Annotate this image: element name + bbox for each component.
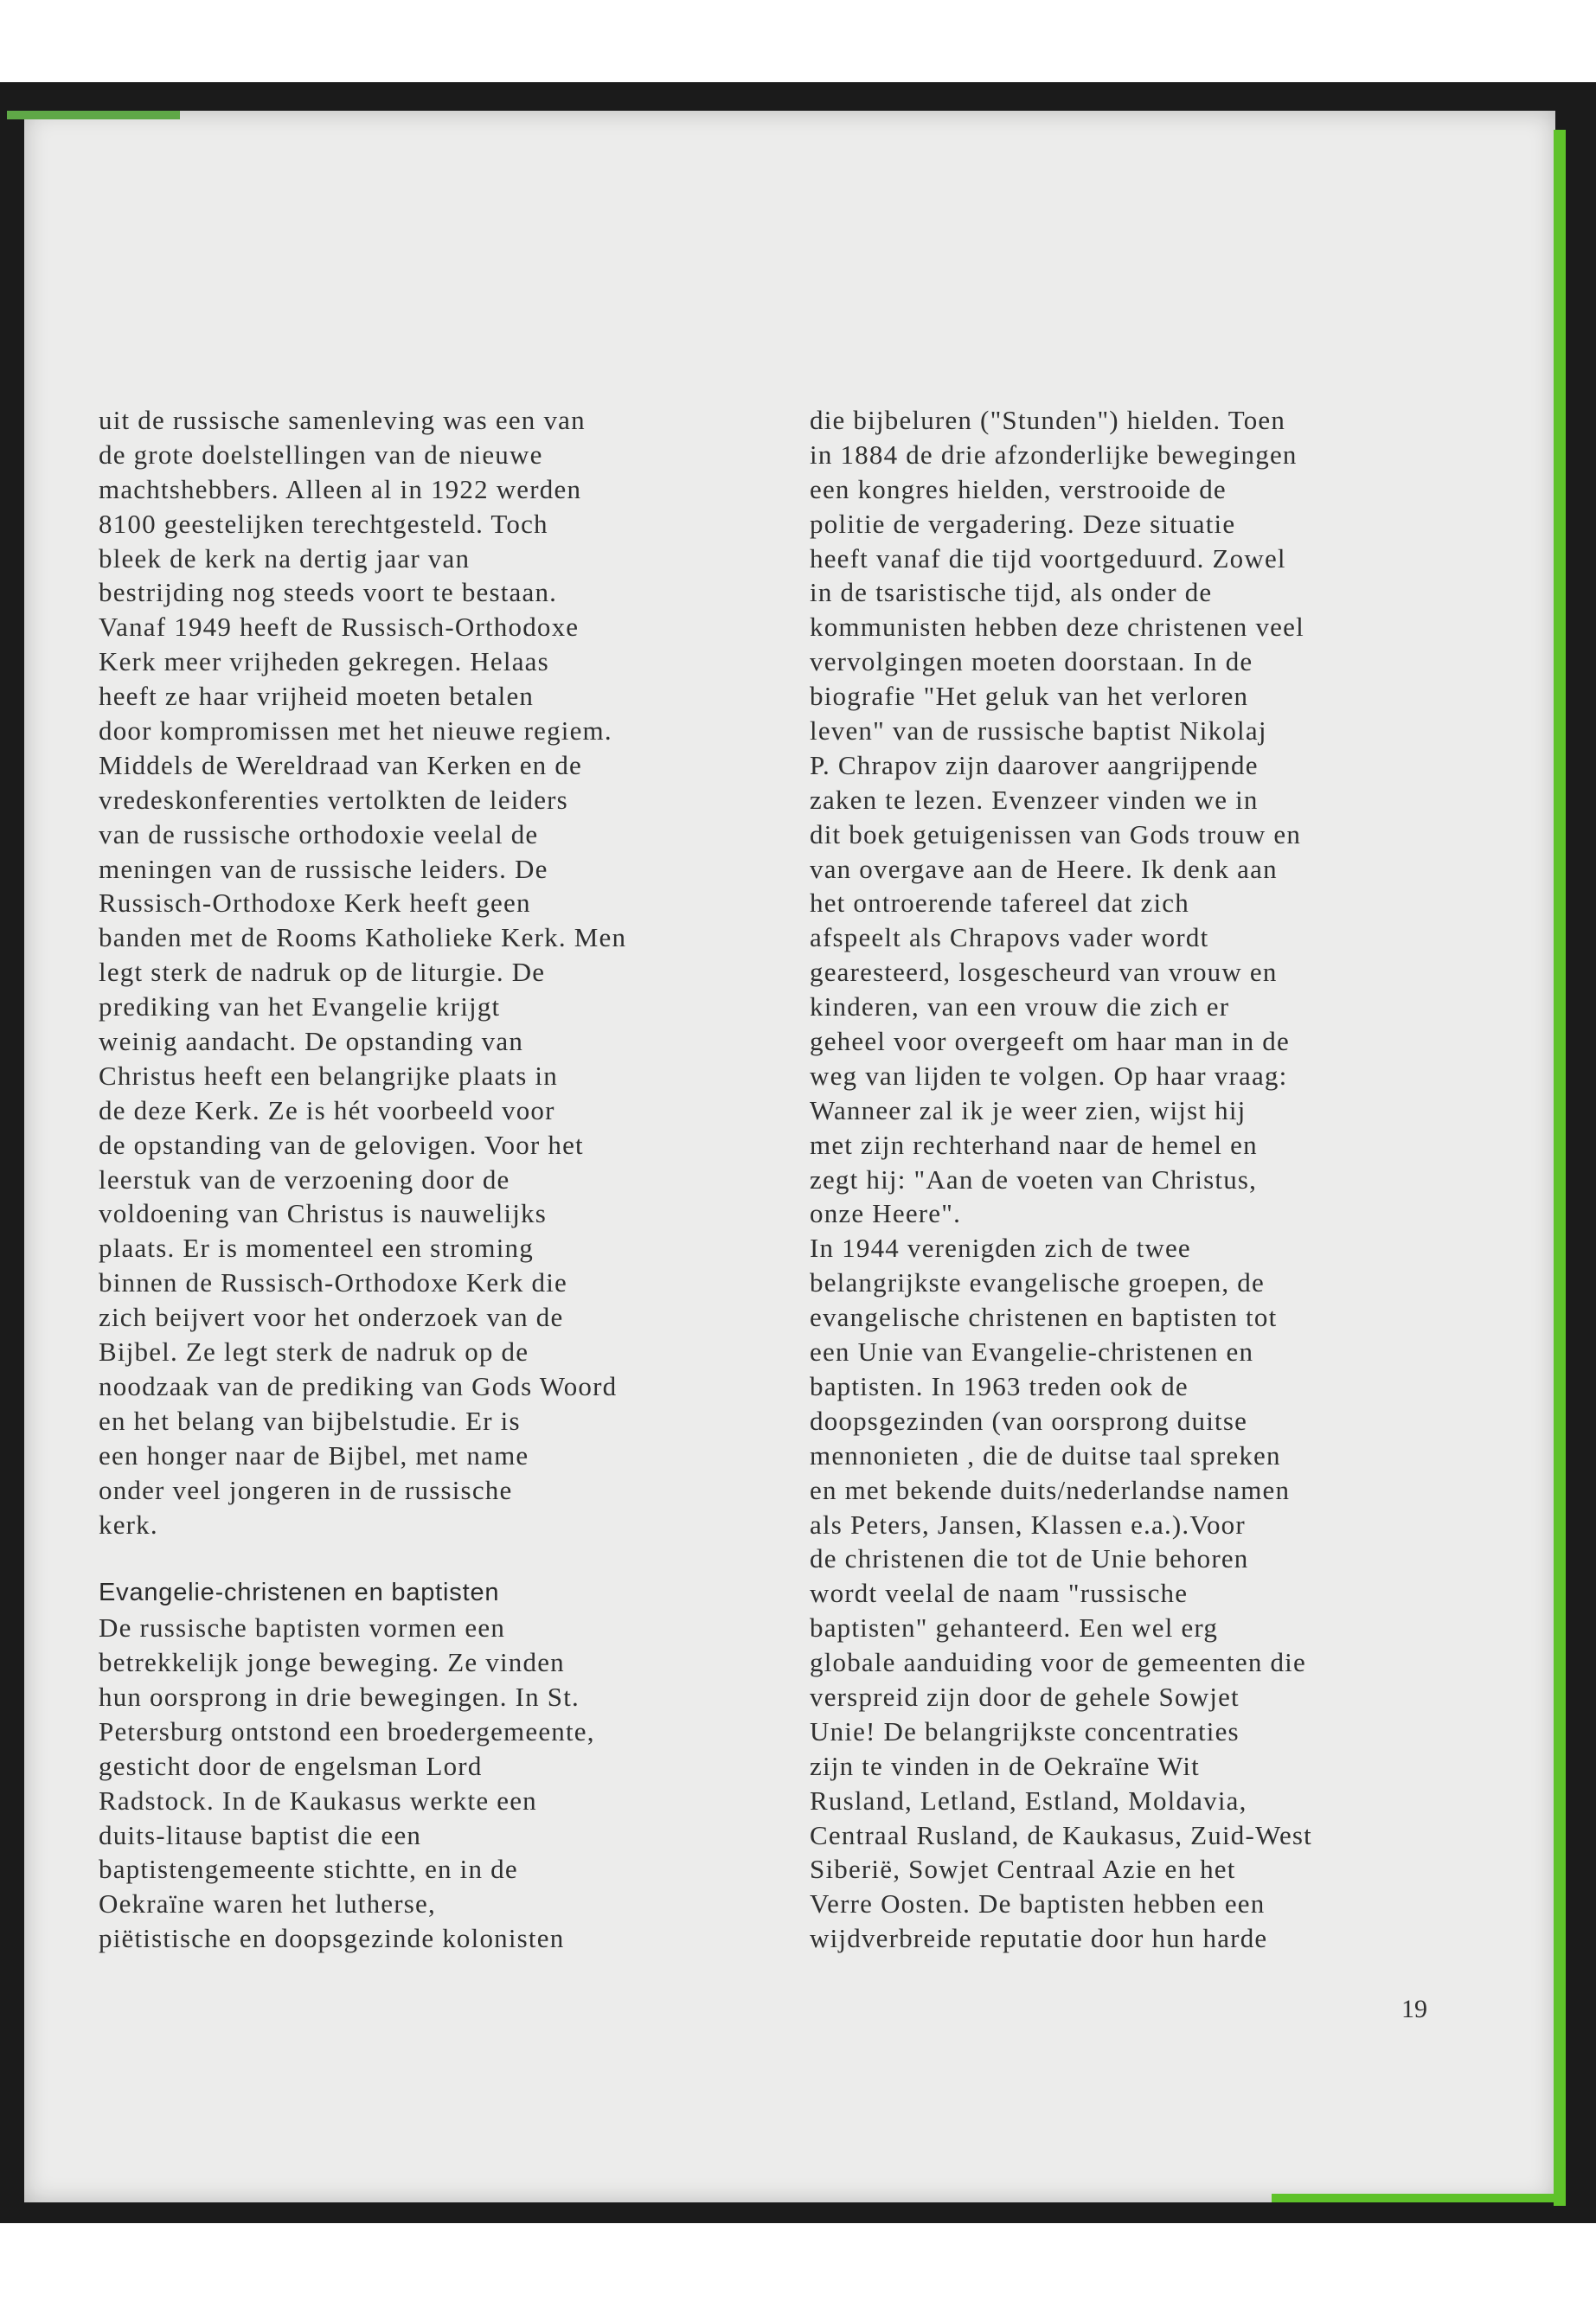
text-line: het ontroerende tafereel dat zich: [810, 888, 1189, 919]
text-line: evangelische christenen en baptisten tot: [810, 1302, 1278, 1333]
text-line: dit boek getuigenissen van Gods trouw en: [810, 818, 1302, 849]
text-line: onze Heere".: [810, 1198, 962, 1229]
text-line: binnen de Russisch-Orthodoxe Kerk die: [99, 1267, 568, 1298]
text-line: Kerk meer vrijheden gekregen. Helaas: [99, 646, 549, 677]
right-column: [810, 403, 1510, 1956]
text-line: van overgave aan de Heere. Ik denk aan: [810, 853, 1278, 884]
text-line: noodzaak van de prediking van Gods Woord: [99, 1370, 618, 1401]
text-line: de grote doelstellingen van de nieuwe: [99, 439, 543, 470]
text-line: een kongres hielden, verstrooide de: [810, 473, 1227, 504]
text-line: uit de russische samenleving was een van: [99, 405, 586, 435]
text-line: duits-litause baptist die een: [99, 1819, 422, 1850]
text-line: en met bekende duits/nederlandse namen: [810, 1474, 1291, 1505]
text-line: hun oorsprong in drie bewegingen. In St.: [99, 1681, 580, 1712]
text-line: een honger naar de Bijbel, met name: [99, 1439, 529, 1471]
text-line: Wanneer zal ik je weer zien, wijst hij: [810, 1094, 1247, 1125]
text-line: Verre Oosten. De baptisten hebben een: [810, 1888, 1266, 1920]
page-number: 19: [1401, 1995, 1427, 2023]
text-line: heeft ze haar vrijheid moeten betalen: [99, 681, 535, 712]
text-line: P. Chrapov zijn daarover aangrijpende: [810, 749, 1259, 780]
text-line: bestrijding nog steeds voort te bestaan.: [99, 577, 558, 608]
text-line: bleek de kerk na dertig jaar van: [99, 542, 471, 574]
text-line: Christus heeft een belangrijke plaats in: [99, 1060, 558, 1091]
text-line: leerstuk van de verzoening door de: [99, 1163, 510, 1195]
text-line: Siberië, Sowjet Centraal Azie en het: [810, 1854, 1236, 1885]
text-line: zegt hij: "Aan de voeten van Christus,: [810, 1163, 1258, 1195]
text-line: wordt veelal de naam "russische: [810, 1578, 1189, 1609]
text-line: kerk.: [99, 1509, 158, 1540]
text-line: baptistengemeente stichtte, en in de: [99, 1854, 518, 1885]
text-line: betrekkelijk jonge beweging. Ze vinden: [99, 1647, 565, 1678]
text-line: piëtistische en doopsgezinde kolonisten: [99, 1923, 565, 1954]
text-line: biografie "Het geluk van het verloren: [810, 681, 1249, 712]
text-line: 8100 geestelijken terechtgesteld. Toch: [99, 508, 548, 539]
text-line: Oekraïne waren het lutherse,: [99, 1888, 436, 1920]
text-line: kommunisten hebben deze christenen veel: [810, 612, 1304, 643]
text-line: legt sterk de nadruk op de liturgie. De: [99, 957, 546, 988]
text-line: Vanaf 1949 heeft de Russisch-Orthodoxe: [99, 612, 580, 643]
green-edge-bottom: [1272, 2194, 1566, 2202]
text-line: banden met de Rooms Katholieke Kerk. Men: [99, 922, 627, 953]
left-column: [99, 403, 799, 1956]
text-line: Radstock. In de Kaukasus werkte een: [99, 1785, 537, 1816]
text-line: gesticht door de engelsman Lord: [99, 1750, 483, 1781]
text-line: belangrijkste evangelische groepen, de: [810, 1267, 1265, 1298]
text-line: Unie! De belangrijkste concentraties: [810, 1715, 1240, 1747]
text-line: geheel voor overgeeft om haar man in de: [810, 1026, 1290, 1057]
text-line: vredeskonferenties vertolkten de leiders: [99, 784, 568, 815]
text-line: plaats. Er is momenteel een stroming: [99, 1233, 534, 1264]
text-line: een Unie van Evangelie-christenen en: [810, 1336, 1254, 1368]
text-line: onder veel jongeren in de russische: [99, 1474, 513, 1505]
text-line: afspeelt als Chrapovs vader wordt: [810, 922, 1209, 953]
text-line: heeft vanaf die tijd voortgeduurd. Zowel: [810, 542, 1286, 574]
text-line: als Peters, Jansen, Klassen e.a.).Voor: [810, 1509, 1246, 1540]
text-line: mennonieten , die de duitse taal spreken: [810, 1439, 1281, 1471]
text-line: verspreid zijn door de gehele Sowjet: [810, 1681, 1240, 1712]
text-line: door kompromissen met het nieuwe regiem.: [99, 715, 612, 747]
text-line: leven" van de russische baptist Nikolaj: [810, 715, 1267, 747]
text-line: van de russische orthodoxie veelal de: [99, 818, 539, 849]
text-line: Rusland, Letland, Estland, Moldavia,: [810, 1785, 1247, 1816]
text-line: Middels de Wereldraad van Kerken en de: [99, 749, 582, 780]
text-line: de christenen die tot de Unie behoren: [810, 1543, 1249, 1574]
text-line: in de tsaristische tijd, als onder de: [810, 577, 1213, 608]
text-line: In 1944 verenigden zich de twee: [810, 1233, 1191, 1264]
text-line: wijdverbreide reputatie door hun harde: [810, 1923, 1268, 1954]
text-line: de deze Kerk. Ze is hét voorbeeld voor: [99, 1094, 555, 1125]
text-line: weinig aandacht. De opstanding van: [99, 1026, 524, 1057]
text-line: die bijbeluren ("Stunden") hielden. Toen: [810, 405, 1286, 435]
text-line: baptisten. In 1963 treden ook de: [810, 1370, 1189, 1401]
text-line: met zijn rechterhand naar de hemel en: [810, 1129, 1258, 1160]
text-line: Bijbel. Ze legt sterk de nadruk op de: [99, 1336, 529, 1368]
text-line: kinderen, van een vrouw die zich er: [810, 991, 1230, 1022]
text-line: zich beijvert voor het onderzoek van de: [99, 1302, 564, 1333]
text-line: politie de vergadering. Deze situatie: [810, 508, 1236, 539]
green-edge-right: [1554, 130, 1566, 2206]
text-line: de opstanding van de gelovigen. Voor het: [99, 1129, 584, 1160]
text-line: weg van lijden te volgen. Op haar vraag:: [810, 1060, 1288, 1091]
text-line: globale aanduiding voor de gemeenten die: [810, 1647, 1306, 1678]
green-edge-top: [7, 111, 180, 119]
text-line: Centraal Rusland, de Kaukasus, Zuid-West: [810, 1819, 1312, 1850]
text-line: zaken te lezen. Evenzeer vinden we in: [810, 784, 1259, 815]
text-line: baptisten" gehanteerd. Een wel erg: [810, 1612, 1219, 1644]
text-line: De russische baptisten vormen een: [99, 1612, 506, 1644]
text-line: en het belang van bijbelstudie. Er is: [99, 1405, 521, 1436]
text-line: voldoening van Christus is nauwelijks: [99, 1198, 547, 1229]
text-line: doopsgezinden (van oorsprong duitse: [810, 1405, 1248, 1436]
section-heading: Evangelie-christenen en baptisten: [99, 1579, 500, 1607]
paragraph-gap: [99, 1541, 799, 1576]
text-line: meningen van de russische leiders. De: [99, 853, 548, 884]
text-line: prediking van het Evangelie krijgt: [99, 991, 501, 1022]
text-line: machtshebbers. Alleen al in 1922 werden: [99, 473, 582, 504]
text-line: gearesteerd, losgescheurd van vrouw en: [810, 957, 1278, 988]
text-line: Russisch-Orthodoxe Kerk heeft geen: [99, 888, 531, 919]
text-line: zijn te vinden in de Oekraïne Wit: [810, 1750, 1200, 1781]
text-line: in 1884 de drie afzonderlijke bewegingen: [810, 439, 1298, 470]
text-line: vervolgingen moeten doorstaan. In de: [810, 646, 1253, 677]
text-line: Petersburg ontstond een broedergemeente,: [99, 1715, 595, 1747]
